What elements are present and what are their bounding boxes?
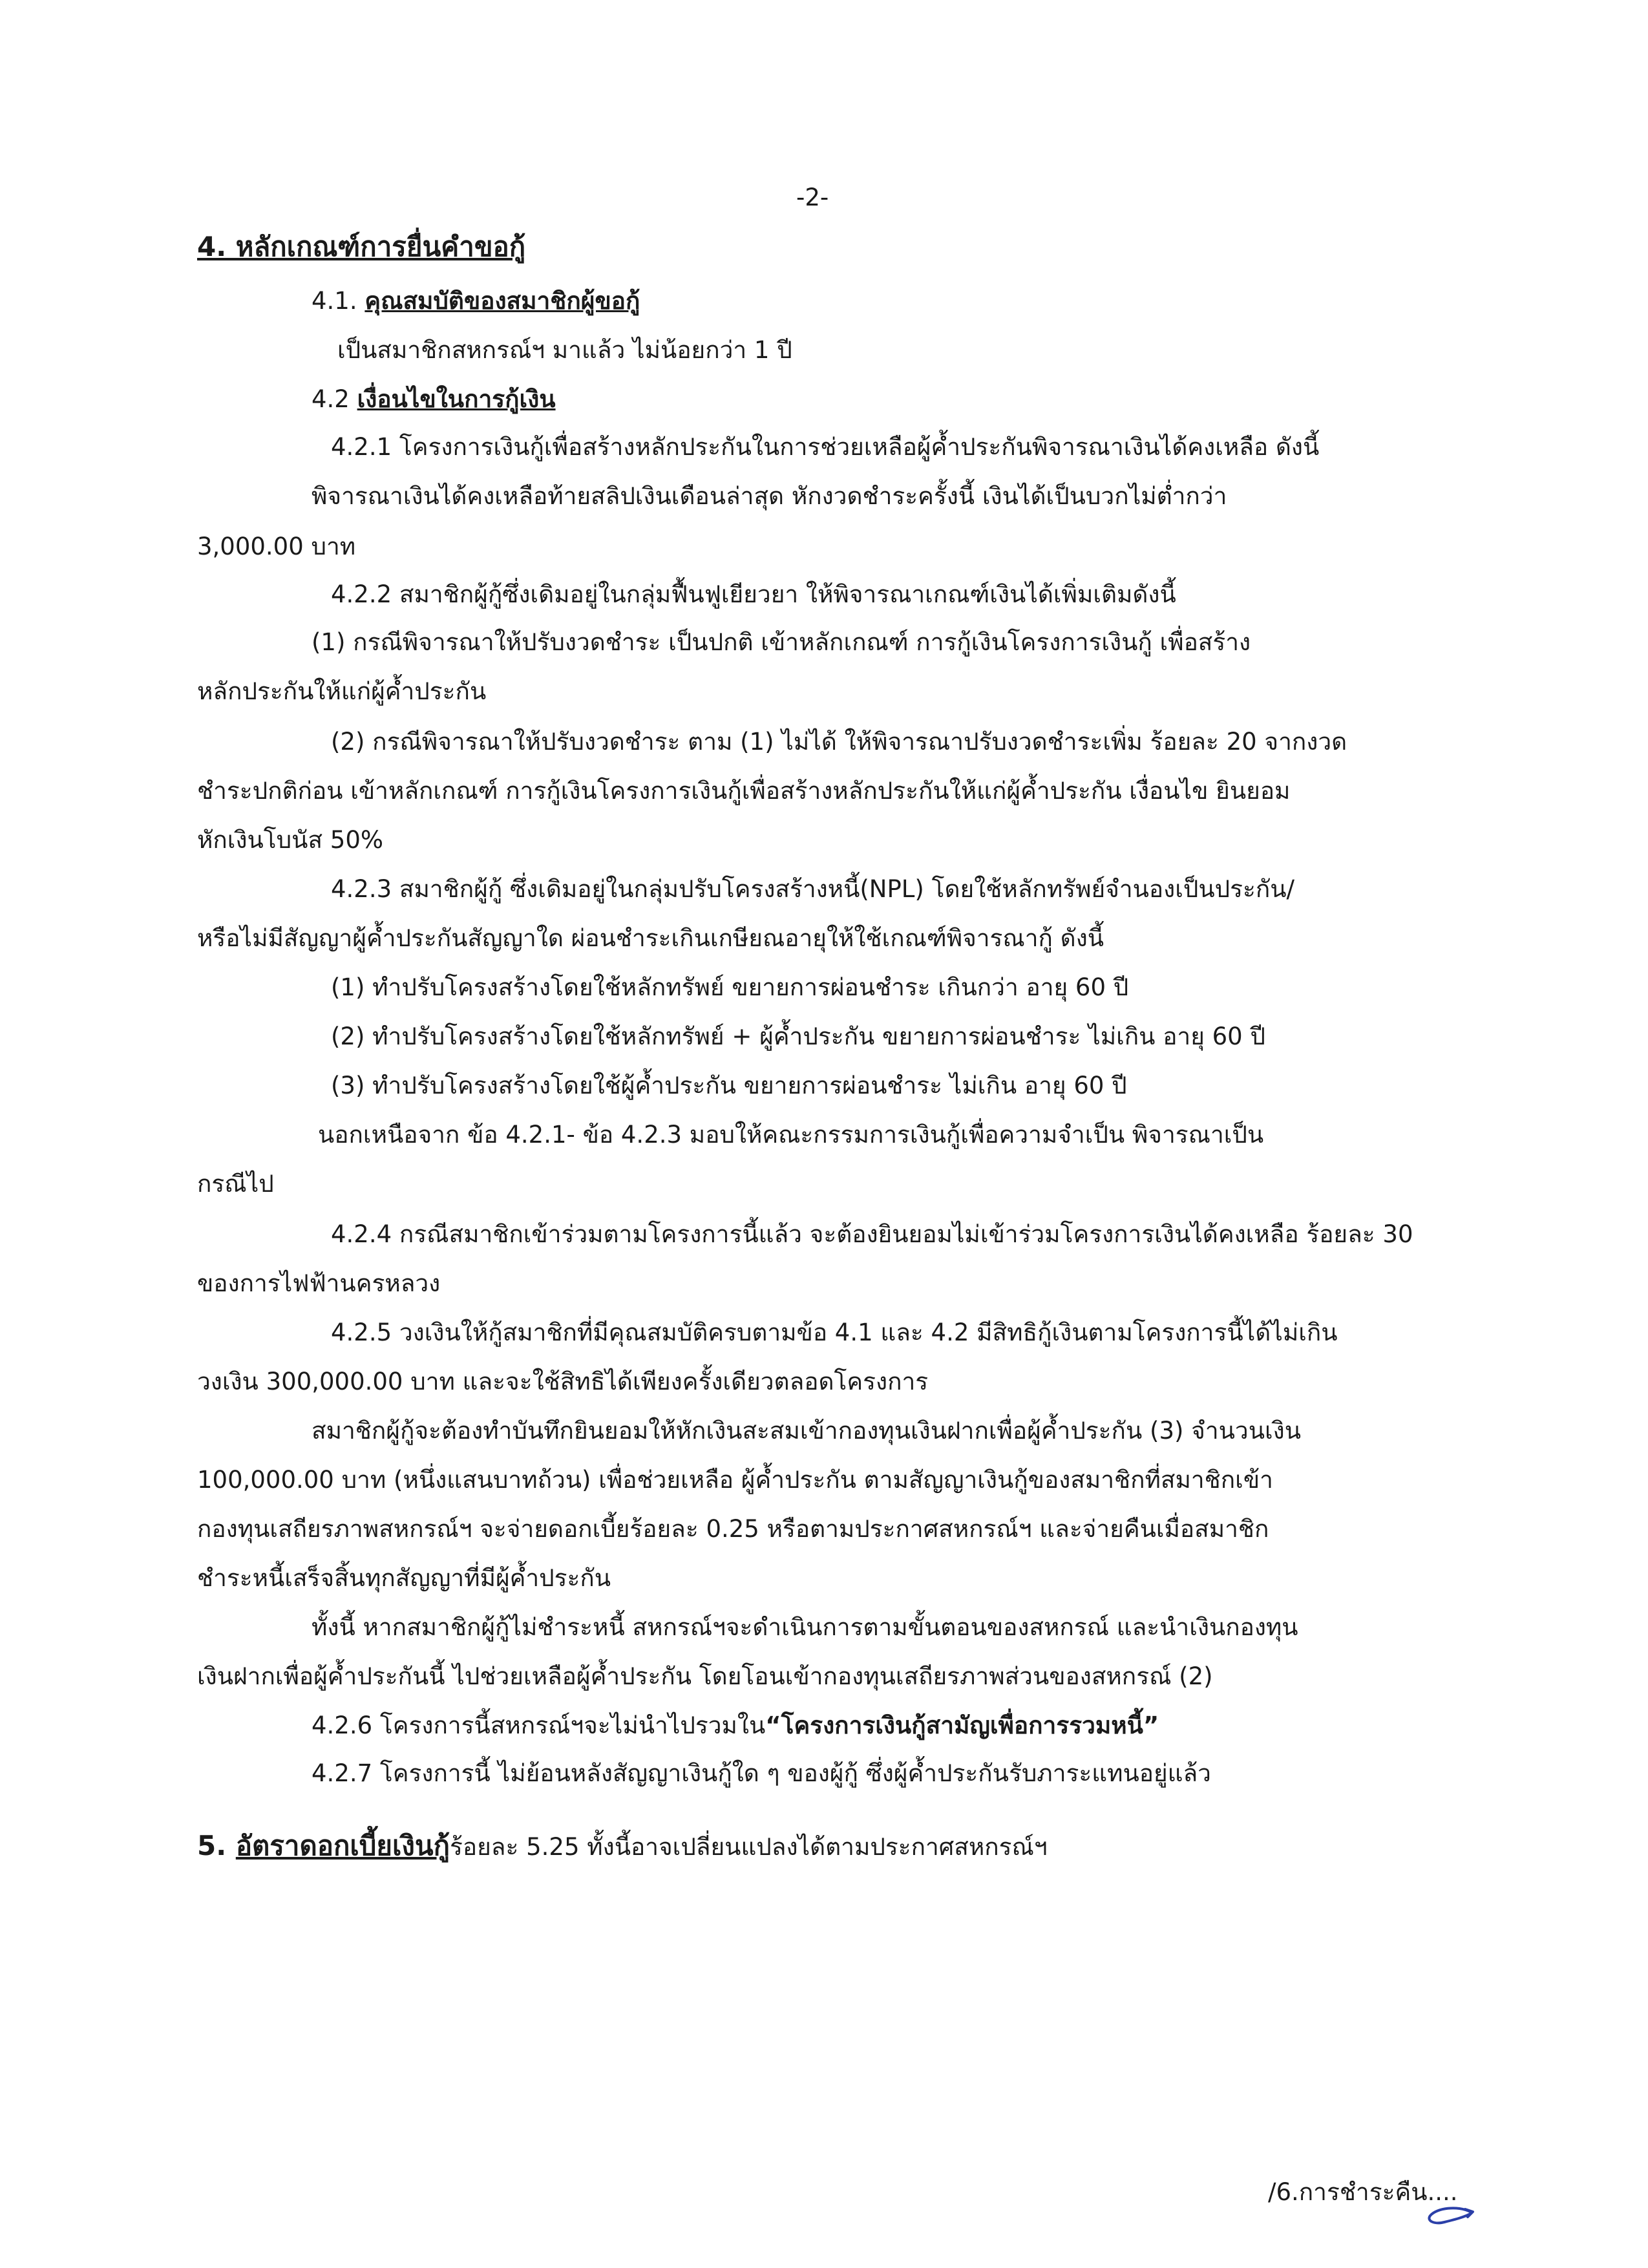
clause-4-2-5-p3-line2: เงินฝากเพื่อผู้ค้ำประกันนี้ ไปช่วยเหลือผู้ค้ำประกัน โดยโอนเข้ากองทุนเสถียรภาพส่วนของสหกรณ์ (2) — [197, 1662, 1213, 1690]
clause-4-2-3-item3: (3) ทำปรับโครงสร้างโดยใช้ผู้ค้ำประกัน ขยายการผ่อนชำระ ไม่เกิน อายุ 60 ปี — [331, 1072, 1127, 1099]
section-5-number: 5. — [197, 1830, 236, 1861]
section-5-body: ร้อยละ 5.25 ทั้งนี้อาจเปลี่ยนแปลงได้ตามประกาศสหกรณ์ฯ — [450, 1833, 1048, 1861]
clause-4-2-5-p2-line2: 100,000.00 บาท (หนึ่งแสนบาทถ้วน) เพื่อช่วยเหลือ ผู้ค้ำประกัน ตามสัญญาเงินกู้ของสมาชิกที่สมาชิกเข้า — [197, 1466, 1273, 1494]
clause-4-2-4-line1: 4.2.4 กรณีสมาชิกเข้าร่วมตามโครงการนี้แล้ว จะต้องยินยอมไม่เข้าร่วมโครงการเงินได้คงเหลือ ร้อยละ 30 — [331, 1220, 1413, 1248]
section-5-title: อัตราดอกเบี้ยเงินกู้ — [235, 1830, 450, 1861]
section-4-2-number: 4.2 — [312, 385, 350, 413]
clause-4-2-5-p2-line1: สมาชิกผู้กู้จะต้องทำบันทึกยินยอมให้หักเงินสะสมเข้ากองทุนเงินฝากเพื่อผู้ค้ำประกัน (3) จำนวนเงิน — [312, 1417, 1302, 1445]
clause-4-2-4-line2: ของการไฟฟ้านครหลวง — [197, 1269, 441, 1297]
clause-4-2-3-note-line2: กรณีไป — [197, 1170, 274, 1198]
section-4-1-title — [312, 286, 640, 317]
clause-4-2-3-line1: 4.2.3 สมาชิกผู้กู้ ซึ่งเดิมอยู่ในกลุ่มปรับโครงสร้างหนี้(NPL) โดยใช้หลักทรัพย์จำนองเป็นประกัน/ — [331, 875, 1295, 903]
clause-4-2-2-1-line2: หลักประกันให้แก่ผู้ค้ำประกัน — [197, 677, 487, 705]
clause-4-2-5-line1: 4.2.5 วงเงินให้กู้สมาชิกที่มีคุณสมบัติครบตามข้อ 4.1 และ 4.2 มีสิทธิกู้เงินตามโครงการนี้ได้ไม่เกิน — [331, 1319, 1338, 1346]
clause-4-2-5-line2: วงเงิน 300,000.00 บาท และจะใช้สิทธิได้เพียงครั้งเดียวตลอดโครงการ — [197, 1368, 929, 1395]
clause-4-2-5-p3-line1: ทั้งนี้ หากสมาชิกผู้กู้ไม่ชำระหนี้ สหกรณ์ฯจะดำเนินการตามขั้นตอนของสหกรณ์ และนำเงินกองทุน — [312, 1613, 1298, 1641]
clause-4-2-1-line1: 4.2.1 โครงการเงินกู้เพื่อสร้างหลักประกันในการช่วยเหลือผู้ค้ำประกันพิจารณาเงินได้คงเหลือ ดังนี้ — [331, 433, 1320, 461]
section-4-1-body: เป็นสมาชิกสหกรณ์ฯ มาแล้ว ไม่น้อยกว่า 1 ปี — [337, 336, 792, 364]
clause-4-2-3-item2: (2) ทำปรับโครงสร้างโดยใช้หลักทรัพย์ + ผู้ค้ำประกัน ขยายการผ่อนชำระ ไม่เกิน อายุ 60 ปี — [331, 1023, 1265, 1050]
section-4-1-number: 4.1. — [312, 287, 357, 315]
section-4-2-label: เงื่อนไขในการกู้เงิน — [357, 385, 556, 413]
clause-4-2-6 — [312, 1710, 1159, 1741]
clause-4-2-5-p2-line3: กองทุนเสถียรภาพสหกรณ์ฯ จะจ่ายดอกเบี้ยร้อยละ 0.25 หรือตามประกาศสหกรณ์ฯ และจ่ายคืนเมื่อสมาชิก — [197, 1515, 1269, 1543]
section-5-heading — [197, 1830, 1048, 1863]
clause-4-2-2-2-line2: ชำระปกติก่อน เข้าหลักเกณฑ์ การกู้เงินโครงการเงินกู้เพื่อสร้างหลักประกันให้แก่ผู้ค้ำประกัน เงื่อนไข ยินยอม — [197, 777, 1291, 805]
clause-4-2-2-1-line1: (1) กรณีพิจารณาให้ปรับงวดชำระ เป็นปกติ เข้าหลักเกณฑ์ การกู้เงินโครงการเงินกู้ เพื่อสร้าง — [312, 628, 1251, 656]
page-number: -2- — [796, 184, 829, 211]
clause-4-2-7: 4.2.7 โครงการนี้ ไม่ย้อนหลังสัญญาเงินกู้ใด ๆ ของผู้กู้ ซึ่งผู้ค้ำประกันรับภาระแทนอยู่แล้ว — [312, 1759, 1211, 1787]
clause-4-2-2-2-line3: หักเงินโบนัส 50% — [197, 826, 384, 854]
clause-4-2-3-note-line1: นอกเหนือจาก ข้อ 4.2.1- ข้อ 4.2.3 มอบให้คณะกรรมการเงินกู้เพื่อความจำเป็น พิจารณาเป็น — [318, 1121, 1264, 1149]
section-4-1-label: คุณสมบัติของสมาชิกผู้ขอกู้ — [364, 287, 640, 315]
section-4-heading: 4. หลักเกณฑ์การยื่นคำขอกู้ — [197, 231, 526, 262]
clause-4-2-2-line1: 4.2.2 สมาชิกผู้กู้ซึ่งเดิมอยู่ในกลุ่มฟื้นฟูเยียวยา ให้พิจารณาเกณฑ์เงินได้เพิ่มเติมดังนี้ — [331, 580, 1176, 608]
clause-4-2-2-2-line1: (2) กรณีพิจารณาให้ปรับงวดชำระ ตาม (1) ไม่ได้ ให้พิจารณาปรับงวดชำระเพิ่ม ร้อยละ 20 จากงวด — [331, 728, 1347, 756]
clause-4-2-6-project-name: “โครงการเงินกู้สามัญเพื่อการรวมหนี้” — [765, 1712, 1159, 1739]
clause-4-2-3-item1: (1) ทำปรับโครงสร้างโดยใช้หลักทรัพย์ ขยายการผ่อนชำระ เกินกว่า อายุ 60 ปี — [331, 973, 1129, 1001]
clause-4-2-3-line2: หรือไม่มีสัญญาผู้ค้ำประกันสัญญาใด ผ่อนชำระเกินเกษียณอายุให้ใช้เกณฑ์พิจารณากู้ ดังนี้ — [197, 924, 1104, 952]
clause-4-2-1-line3: 3,000.00 บาท — [197, 533, 356, 560]
section-4-2-title — [312, 384, 556, 415]
clause-4-2-6-text: 4.2.6 โครงการนี้สหกรณ์ฯจะไม่นำไปรวมใน — [312, 1712, 766, 1739]
continuation-note: /6.การชำระคืน.... — [1268, 2178, 1458, 2206]
clause-4-2-1-line2: พิจารณาเงินได้คงเหลือท้ายสลิปเงินเดือนล่าสุด หักงวดชำระครั้งนี้ เงินได้เป็นบวกไม่ต่ำกว่า — [312, 482, 1227, 510]
handwritten-paraph-icon — [1425, 2204, 1477, 2230]
clause-4-2-5-p2-line4: ชำระหนี้เสร็จสิ้นทุกสัญญาที่มีผู้ค้ำประกัน — [197, 1564, 611, 1592]
